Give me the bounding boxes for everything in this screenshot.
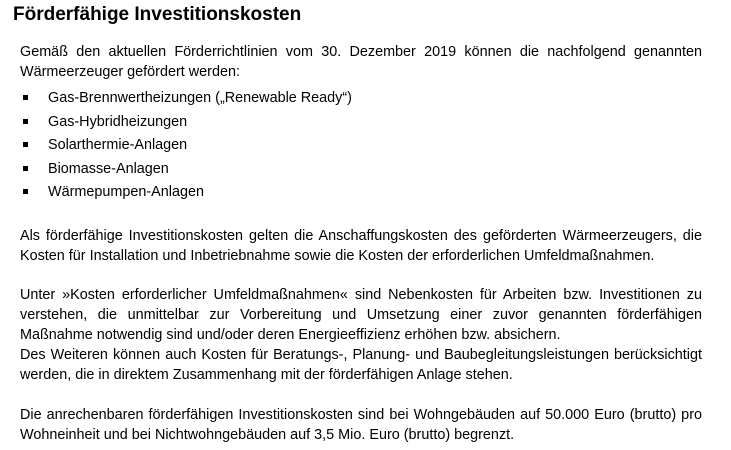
- spacer: [20, 206, 702, 226]
- list-item-label: Gas-Brennwertheizungen („Renewable Ready“): [48, 90, 352, 106]
- list-item-label: Gas-Hybridheizungen: [48, 113, 188, 130]
- para3-line-3: Maßnahme notwendig sind und/oder deren Energieeffizienz erhöhen bzw. absichern.: [20, 326, 561, 343]
- square-bullet-icon: [23, 166, 28, 171]
- list-item: [20, 112, 702, 136]
- para3-line-5: werden, die in direktem Zusammenhang mit der förderfähigen Anlage stehen.: [20, 366, 513, 383]
- section-heading: Förderfähige Investitionskosten: [13, 4, 302, 25]
- intro-line-1: Gemäß den aktuellen Förderrichtlinien vom 30. Dezember 2019 können die nachfolgend genannten: [20, 44, 702, 60]
- intro-paragraph: [20, 42, 702, 82]
- intro-line-2: Wärmeerzeuger gefördert werden:: [20, 64, 240, 80]
- para3-line-1: Unter »Kosten erforderlicher Umfeldmaßnahmen« sind Nebenkosten für Arbeiten bzw. Investitionen zu: [20, 286, 702, 303]
- heat-generator-list: [20, 88, 702, 206]
- cost-limit-paragraph: [20, 405, 702, 445]
- list-item: [20, 159, 702, 183]
- investment-costs-paragraph: [20, 226, 702, 266]
- para2-line-1: Als förderfähige Investitionskosten gelten die Anschaffungskosten des geförderten Wärmeerzeugers, die: [20, 227, 702, 244]
- para2-line-2: Kosten für Installation und Inbetriebnahme sowie die Kosten der erforderlichen Umfeldmaßnahmen.: [20, 247, 655, 264]
- square-bullet-icon: [23, 119, 28, 124]
- list-item-label: Solarthermie-Anlagen: [48, 137, 188, 153]
- square-bullet-icon: [23, 189, 28, 194]
- document-body: [20, 42, 702, 445]
- list-item: [20, 182, 702, 206]
- square-bullet-icon: [23, 142, 28, 147]
- para3-line-4: Des Weiteren können auch Kosten für Beratungs-, Planung- und Baubegleitungsleistungen berücksichtigt: [20, 346, 702, 363]
- list-item-label: Wärmepumpen-Anlagen: [48, 184, 204, 200]
- list-item-label: Biomasse-Anlagen: [48, 160, 169, 177]
- list-item: [20, 88, 702, 112]
- para4-line-2: Wohneinheit und bei Nichtwohngebäuden auf 3,5 Mio. Euro (brutto) begrenzt.: [20, 426, 515, 443]
- spacer: [20, 266, 702, 285]
- para3-line-2: verstehen, die unmittelbar zur Vorbereitung und Umsetzung einer zuvor genannten förderfähigen: [20, 306, 702, 323]
- ancillary-costs-paragraph: [20, 285, 702, 385]
- spacer: [20, 385, 702, 405]
- para4-line-1: Die anrechenbaren förderfähigen Investitionskosten sind bei Wohngebäuden auf 50.000 Euro (brutto) pro: [20, 406, 702, 423]
- list-item: [20, 135, 702, 159]
- square-bullet-icon: [23, 95, 28, 100]
